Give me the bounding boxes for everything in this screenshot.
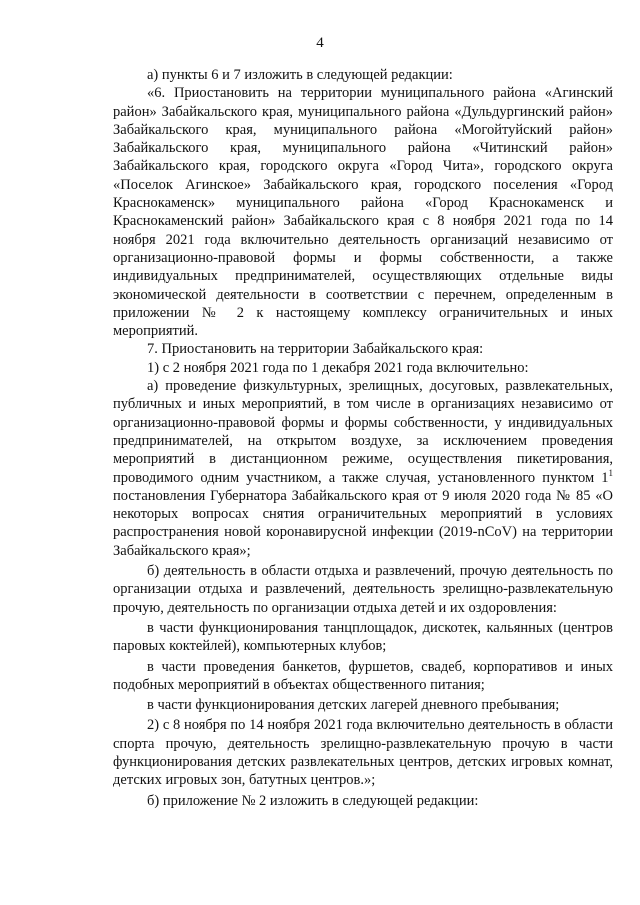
paragraph-point-6: «6. Приостановить на территории муниципального района «Агинский район» Забайкальского края, муниципального района «Дульдургинский район» Забайкальского края, муниципального района «Могойтуйский район» Забайкальского края, муниципального района «Читинский район» Забайкальского края, городского округа «Город Чита», городского округа «Поселок Агинское» Забайкальского края, городского поселения «Город Краснокаменск» муниципального района «Город Краснокаменск и Краснокаменский район» Забайкальского края с 8 ноября 2021 года по 14 ноября 2021 года включительно деятельность организаций независимо от организационно-правовой формы и формы собственности, а также индивидуальных предпринимателей, осуществляющих отдельные виды экономической деятельности в соответствии с перечнем, определенным в приложении № 2 к настоящему комплексу ограничительных и иных мероприятий. [113, 85, 613, 340]
paragraph-dance-floors: в части функционирования танцплощадок, дискотек, кальянных (центров паровых коктейлей), компьютерных клубов; [113, 619, 613, 655]
paragraph-banquets: в части проведения банкетов, фуршетов, свадеб, корпоративов и иных подобных мероприятий в объектах общественного питания; [113, 658, 613, 693]
footnote-superscript: 1 [608, 467, 613, 478]
paragraph-subpoint-1a-text: а) проведение физкультурных, зрелищных, досуговых, развлекательных, публичных и иных мероприятий, в том числе в организациях независимо от организационно-правовой формы и формы собственности, у индивидуальных предпринимателей, на открытом воздухе, за исключением проведения мероприятий в дистанционном режиме, осуществления пикетирования, проводимого одним участником, а также случая, установленного пунктом 1 [113, 378, 613, 486]
paragraph-amend-intro: а) пункты 6 и 7 изложить в следующей редакции: [147, 67, 453, 83]
paragraph-subpoint-2: 2) с 8 ноября по 14 ноября 2021 года включительно деятельность в области спорта прочую, деятельность зрелищно-развлекательную прочую в части функционирования детских развлекательных центров, детских игровых комнат, детских игровых зон, батутных центров.»; [113, 717, 613, 789]
paragraph-point-7: 7. Приостановить на территории Забайкальского края: [147, 341, 484, 358]
paragraph-subpoint-1a [113, 377, 613, 560]
paragraph-subpoint-1: 1) с 2 ноября 2021 года по 1 декабря 2021 года включительно: [147, 359, 529, 376]
paragraph-subpoint-1b: б) деятельность в области отдыха и развлечений, прочую деятельность по организации отдыха и развлечений, деятельность зрелищно-развлекательную прочую, деятельность по организации отдыха детей и их оздоровления: [113, 563, 613, 616]
paragraph-day-camps: в части функционирования детских лагерей дневного пребывания; [147, 697, 560, 714]
document-body [113, 66, 613, 810]
paragraph-appendix-2: б) приложение № 2 изложить в следующей редакции: [147, 792, 479, 809]
paragraph-subpoint-1a-text-cont: постановления Губернатора Забайкальского края от 9 июля 2020 года № 85 «О некоторых вопросах снятия ограничительных мероприятий в условиях распространения новой коронавирусной инфекции (2019-nCoV) на территории Забайкальского края»; [113, 487, 613, 559]
page-number: 4 [316, 35, 324, 51]
